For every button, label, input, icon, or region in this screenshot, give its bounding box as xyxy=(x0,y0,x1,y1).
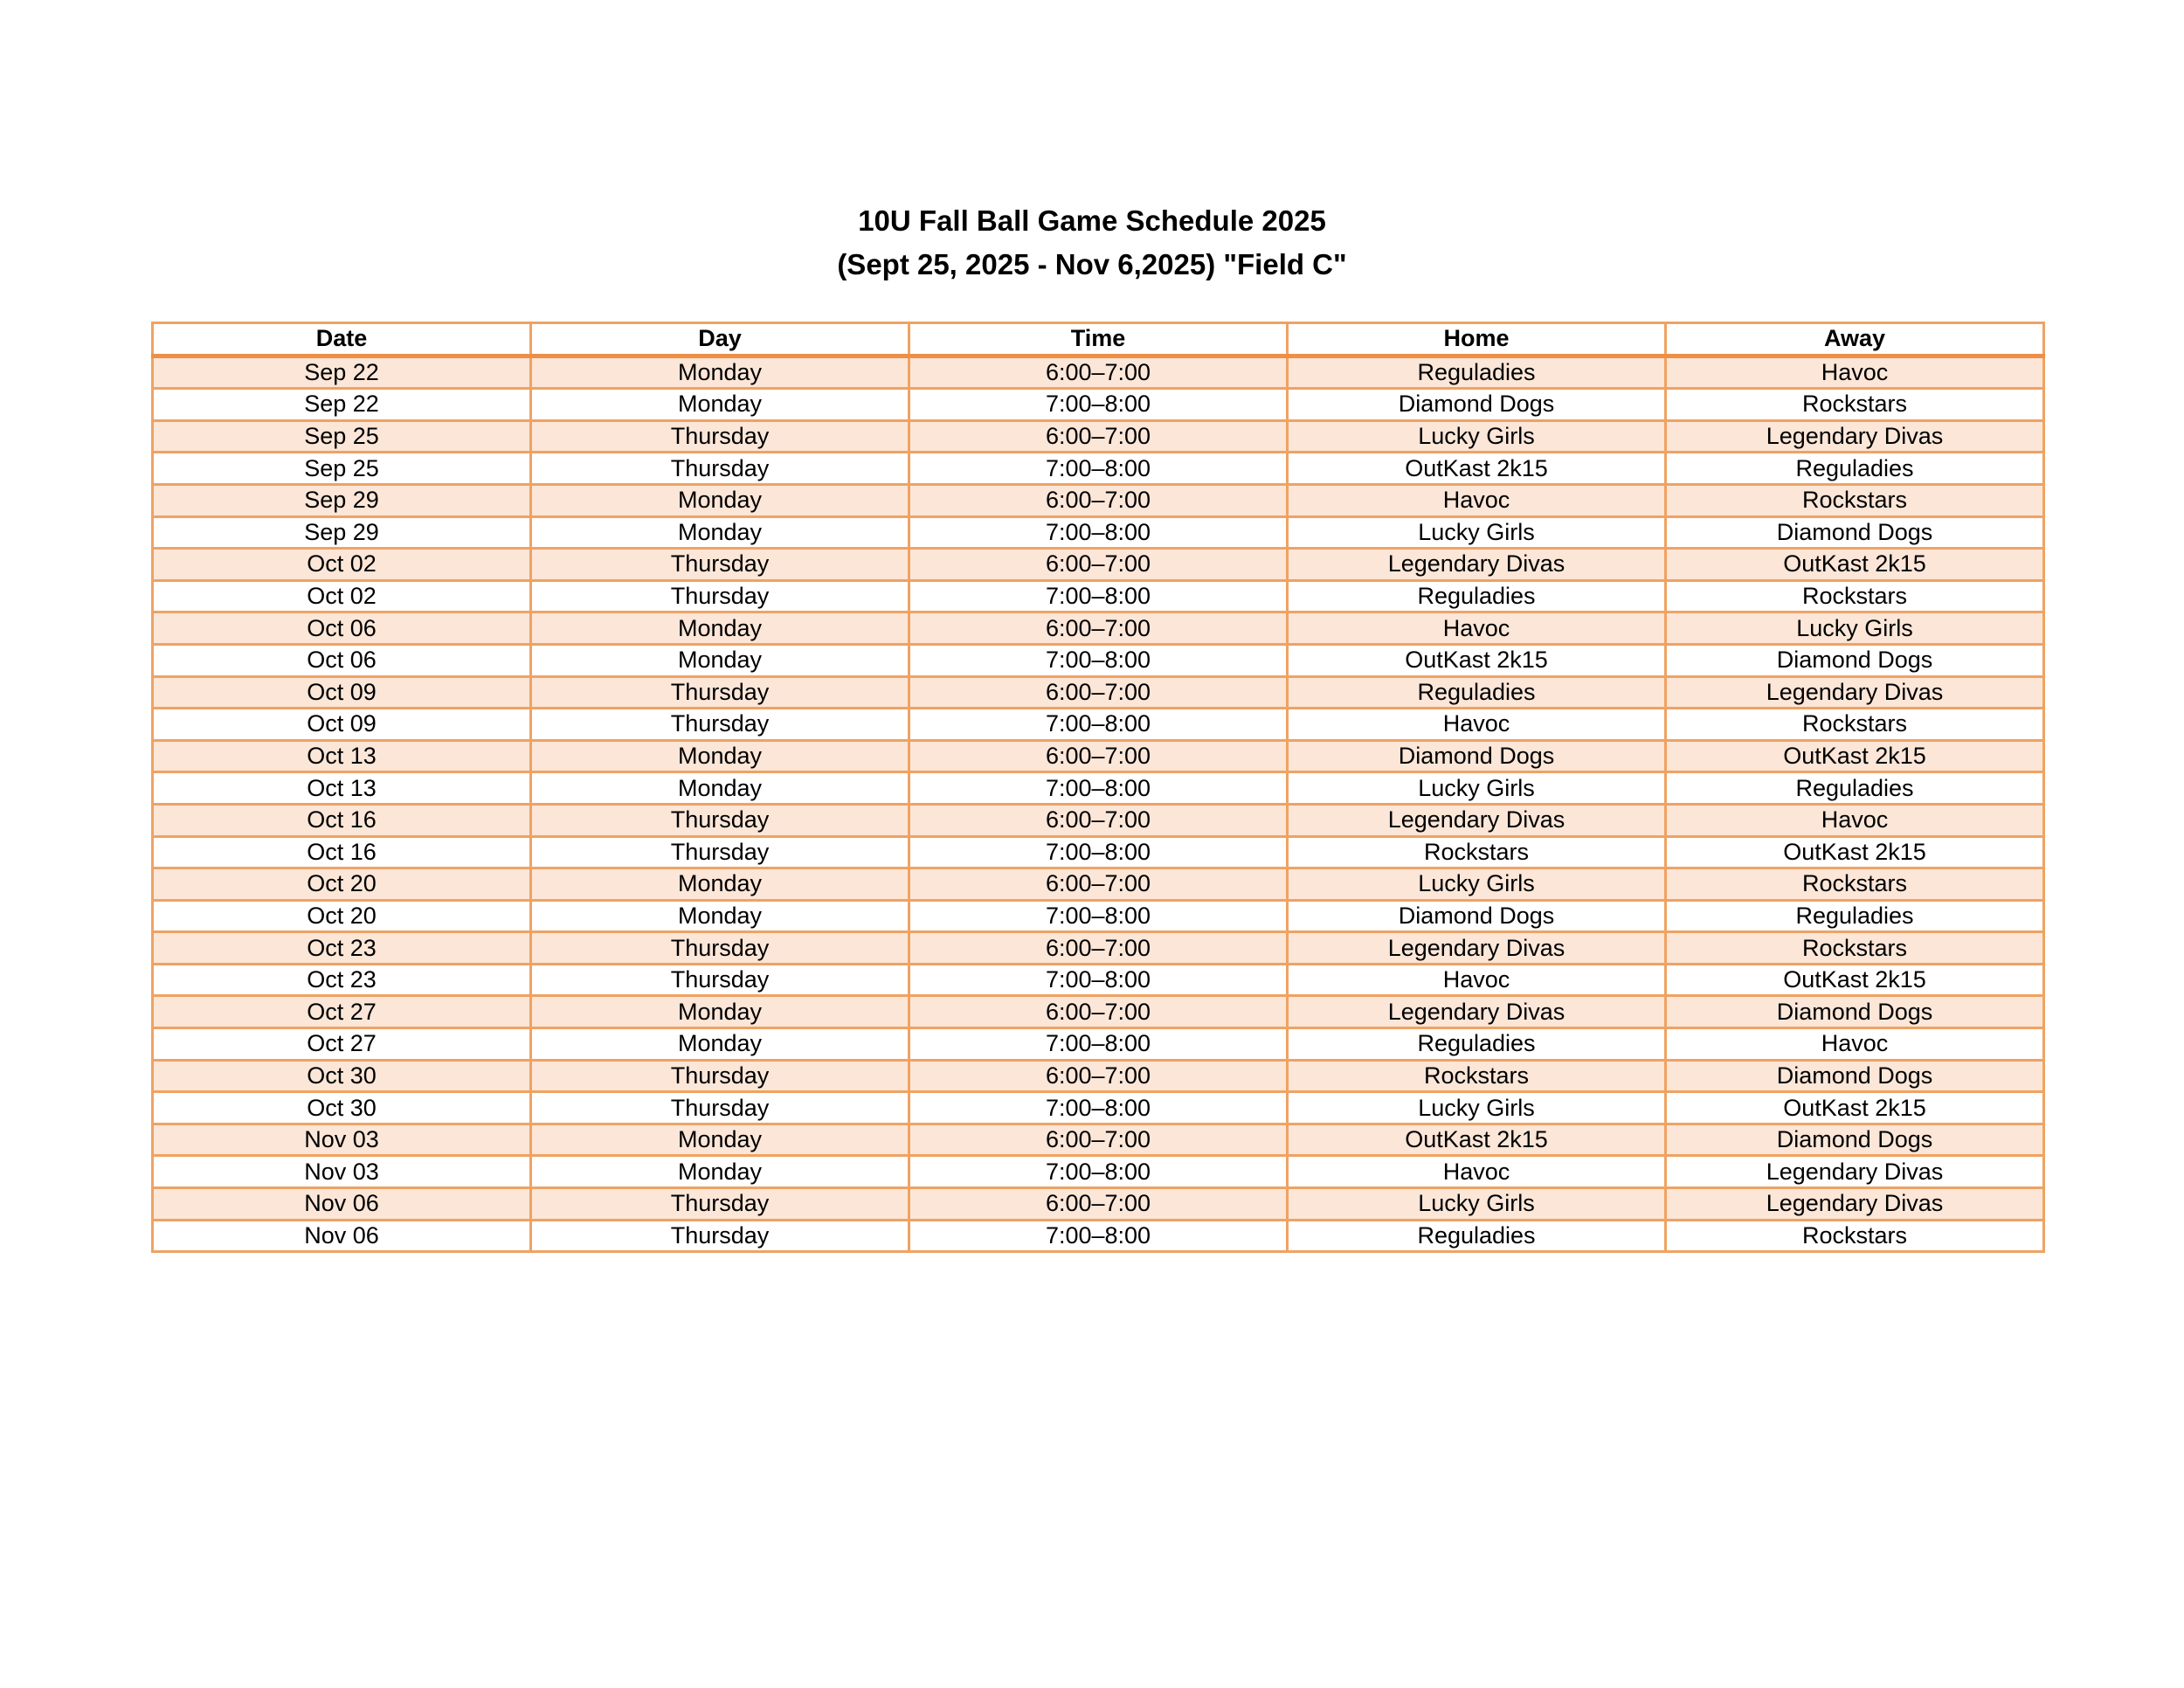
cell-date: Oct 13 xyxy=(153,740,531,772)
cell-away: Rockstars xyxy=(1666,932,2044,965)
cell-away: Diamond Dogs xyxy=(1666,996,2044,1028)
cell-day: Thursday xyxy=(531,1188,909,1221)
cell-time: 6:00–7:00 xyxy=(909,804,1288,836)
cell-date: Sep 25 xyxy=(153,420,531,453)
cell-day: Monday xyxy=(531,900,909,932)
header-away: Away xyxy=(1666,323,2044,356)
cell-away: Rockstars xyxy=(1666,389,2044,421)
cell-away: Legendary Divas xyxy=(1666,676,2044,709)
header-day: Day xyxy=(531,323,909,356)
cell-time: 7:00–8:00 xyxy=(909,580,1288,612)
cell-time: 7:00–8:00 xyxy=(909,1156,1288,1188)
cell-day: Monday xyxy=(531,389,909,421)
cell-date: Oct 02 xyxy=(153,549,531,581)
cell-date: Oct 13 xyxy=(153,772,531,805)
cell-date: Oct 23 xyxy=(153,964,531,996)
cell-away: Legendary Divas xyxy=(1666,1188,2044,1221)
cell-home: Rockstars xyxy=(1288,836,1666,868)
cell-day: Thursday xyxy=(531,420,909,453)
cell-day: Thursday xyxy=(531,580,909,612)
schedule-table xyxy=(151,322,2045,1253)
cell-time: 6:00–7:00 xyxy=(909,740,1288,772)
table-row xyxy=(153,1092,2044,1124)
header-time: Time xyxy=(909,323,1288,356)
cell-away: Reguladies xyxy=(1666,453,2044,485)
cell-time: 6:00–7:00 xyxy=(909,996,1288,1028)
cell-away: Rockstars xyxy=(1666,709,2044,741)
header-row xyxy=(153,323,2044,356)
cell-date: Oct 06 xyxy=(153,612,531,645)
cell-date: Sep 22 xyxy=(153,356,531,389)
cell-time: 6:00–7:00 xyxy=(909,932,1288,965)
cell-away: Diamond Dogs xyxy=(1666,516,2044,549)
table-row xyxy=(153,516,2044,549)
cell-home: Havoc xyxy=(1288,964,1666,996)
cell-away: Rockstars xyxy=(1666,580,2044,612)
cell-time: 6:00–7:00 xyxy=(909,1188,1288,1221)
cell-date: Sep 22 xyxy=(153,389,531,421)
cell-away: Rockstars xyxy=(1666,868,2044,901)
cell-time: 6:00–7:00 xyxy=(909,1124,1288,1156)
cell-time: 7:00–8:00 xyxy=(909,453,1288,485)
cell-day: Thursday xyxy=(531,932,909,965)
cell-home: Diamond Dogs xyxy=(1288,900,1666,932)
table-row xyxy=(153,804,2044,836)
cell-away: Diamond Dogs xyxy=(1666,1124,2044,1156)
table-row xyxy=(153,1060,2044,1092)
schedule-header xyxy=(153,323,2044,356)
cell-day: Thursday xyxy=(531,1220,909,1252)
cell-away: OutKast 2k15 xyxy=(1666,964,2044,996)
cell-time: 7:00–8:00 xyxy=(909,644,1288,676)
cell-date: Oct 27 xyxy=(153,1028,531,1061)
cell-time: 7:00–8:00 xyxy=(909,836,1288,868)
cell-away: Havoc xyxy=(1666,1028,2044,1061)
table-row xyxy=(153,453,2044,485)
cell-date: Nov 06 xyxy=(153,1188,531,1221)
cell-home: Legendary Divas xyxy=(1288,549,1666,581)
cell-day: Monday xyxy=(531,516,909,549)
table-row xyxy=(153,676,2044,709)
cell-day: Thursday xyxy=(531,709,909,741)
cell-home: Havoc xyxy=(1288,484,1666,516)
table-row xyxy=(153,612,2044,645)
cell-day: Thursday xyxy=(531,964,909,996)
page-title xyxy=(0,199,2184,287)
cell-away: OutKast 2k15 xyxy=(1666,549,2044,581)
cell-away: Rockstars xyxy=(1666,1220,2044,1252)
cell-away: Lucky Girls xyxy=(1666,612,2044,645)
cell-time: 6:00–7:00 xyxy=(909,676,1288,709)
header-date: Date xyxy=(153,323,531,356)
cell-home: Lucky Girls xyxy=(1288,868,1666,901)
header-home: Home xyxy=(1288,323,1666,356)
table-row xyxy=(153,964,2044,996)
cell-day: Thursday xyxy=(531,1092,909,1124)
cell-home: Legendary Divas xyxy=(1288,804,1666,836)
cell-time: 7:00–8:00 xyxy=(909,1092,1288,1124)
cell-date: Oct 16 xyxy=(153,804,531,836)
table-row xyxy=(153,740,2044,772)
cell-away: Havoc xyxy=(1666,356,2044,389)
table-row xyxy=(153,836,2044,868)
cell-away: OutKast 2k15 xyxy=(1666,836,2044,868)
cell-home: OutKast 2k15 xyxy=(1288,1124,1666,1156)
cell-time: 7:00–8:00 xyxy=(909,772,1288,805)
cell-date: Nov 03 xyxy=(153,1124,531,1156)
cell-day: Monday xyxy=(531,356,909,389)
cell-date: Oct 30 xyxy=(153,1060,531,1092)
cell-away: Havoc xyxy=(1666,804,2044,836)
cell-time: 6:00–7:00 xyxy=(909,549,1288,581)
cell-time: 7:00–8:00 xyxy=(909,389,1288,421)
cell-day: Thursday xyxy=(531,804,909,836)
cell-date: Oct 09 xyxy=(153,676,531,709)
cell-day: Thursday xyxy=(531,676,909,709)
cell-away: Legendary Divas xyxy=(1666,420,2044,453)
cell-day: Monday xyxy=(531,1028,909,1061)
table-row xyxy=(153,1124,2044,1156)
cell-date: Nov 06 xyxy=(153,1220,531,1252)
cell-date: Oct 23 xyxy=(153,932,531,965)
table-row xyxy=(153,1188,2044,1221)
cell-home: Lucky Girls xyxy=(1288,1092,1666,1124)
cell-home: Havoc xyxy=(1288,612,1666,645)
table-row xyxy=(153,484,2044,516)
table-row xyxy=(153,580,2044,612)
cell-day: Monday xyxy=(531,868,909,901)
cell-home: Legendary Divas xyxy=(1288,932,1666,965)
cell-time: 6:00–7:00 xyxy=(909,612,1288,645)
cell-home: Reguladies xyxy=(1288,1028,1666,1061)
cell-time: 6:00–7:00 xyxy=(909,1060,1288,1092)
cell-home: Diamond Dogs xyxy=(1288,389,1666,421)
cell-home: Diamond Dogs xyxy=(1288,740,1666,772)
cell-date: Oct 20 xyxy=(153,900,531,932)
cell-home: Legendary Divas xyxy=(1288,996,1666,1028)
cell-time: 6:00–7:00 xyxy=(909,868,1288,901)
cell-time: 7:00–8:00 xyxy=(909,964,1288,996)
cell-date: Oct 06 xyxy=(153,644,531,676)
cell-home: Lucky Girls xyxy=(1288,516,1666,549)
table-row xyxy=(153,1028,2044,1061)
cell-home: Lucky Girls xyxy=(1288,772,1666,805)
table-row xyxy=(153,996,2044,1028)
table-row xyxy=(153,644,2044,676)
table-row xyxy=(153,389,2044,421)
cell-date: Sep 29 xyxy=(153,516,531,549)
cell-date: Oct 09 xyxy=(153,709,531,741)
cell-home: OutKast 2k15 xyxy=(1288,453,1666,485)
cell-day: Thursday xyxy=(531,453,909,485)
cell-time: 7:00–8:00 xyxy=(909,709,1288,741)
cell-away: OutKast 2k15 xyxy=(1666,1092,2044,1124)
table-row xyxy=(153,932,2044,965)
cell-home: Reguladies xyxy=(1288,676,1666,709)
table-row xyxy=(153,1220,2044,1252)
cell-time: 7:00–8:00 xyxy=(909,1220,1288,1252)
table-row xyxy=(153,772,2044,805)
cell-home: Lucky Girls xyxy=(1288,1188,1666,1221)
cell-home: Havoc xyxy=(1288,1156,1666,1188)
title-line-2: (Sept 25, 2025 - Nov 6,2025) "Field C" xyxy=(837,248,1347,280)
cell-time: 6:00–7:00 xyxy=(909,484,1288,516)
cell-home: OutKast 2k15 xyxy=(1288,644,1666,676)
cell-home: Reguladies xyxy=(1288,580,1666,612)
cell-date: Oct 30 xyxy=(153,1092,531,1124)
table-row xyxy=(153,356,2044,389)
cell-date: Sep 25 xyxy=(153,453,531,485)
cell-date: Oct 16 xyxy=(153,836,531,868)
cell-time: 7:00–8:00 xyxy=(909,516,1288,549)
table-row xyxy=(153,868,2044,901)
cell-day: Monday xyxy=(531,1156,909,1188)
cell-day: Monday xyxy=(531,644,909,676)
cell-day: Thursday xyxy=(531,836,909,868)
table-row xyxy=(153,900,2044,932)
cell-away: Reguladies xyxy=(1666,772,2044,805)
cell-day: Monday xyxy=(531,1124,909,1156)
cell-home: Rockstars xyxy=(1288,1060,1666,1092)
cell-away: Diamond Dogs xyxy=(1666,1060,2044,1092)
cell-away: Diamond Dogs xyxy=(1666,644,2044,676)
cell-home: Havoc xyxy=(1288,709,1666,741)
table-row xyxy=(153,1156,2044,1188)
table-row xyxy=(153,709,2044,741)
cell-away: Rockstars xyxy=(1666,484,2044,516)
cell-day: Monday xyxy=(531,740,909,772)
cell-date: Oct 27 xyxy=(153,996,531,1028)
cell-away: Reguladies xyxy=(1666,900,2044,932)
cell-day: Thursday xyxy=(531,1060,909,1092)
schedule-body xyxy=(153,356,2044,1252)
cell-date: Sep 29 xyxy=(153,484,531,516)
cell-date: Oct 02 xyxy=(153,580,531,612)
cell-day: Monday xyxy=(531,612,909,645)
cell-day: Thursday xyxy=(531,549,909,581)
cell-home: Reguladies xyxy=(1288,1220,1666,1252)
cell-away: OutKast 2k15 xyxy=(1666,740,2044,772)
title-line-1: 10U Fall Ball Game Schedule 2025 xyxy=(858,204,1326,237)
cell-time: 6:00–7:00 xyxy=(909,420,1288,453)
cell-date: Nov 03 xyxy=(153,1156,531,1188)
cell-time: 7:00–8:00 xyxy=(909,900,1288,932)
cell-away: Legendary Divas xyxy=(1666,1156,2044,1188)
table-row xyxy=(153,420,2044,453)
cell-home: Reguladies xyxy=(1288,356,1666,389)
cell-time: 6:00–7:00 xyxy=(909,356,1288,389)
cell-day: Monday xyxy=(531,484,909,516)
cell-day: Monday xyxy=(531,772,909,805)
cell-home: Lucky Girls xyxy=(1288,420,1666,453)
cell-time: 7:00–8:00 xyxy=(909,1028,1288,1061)
table-row xyxy=(153,549,2044,581)
cell-day: Monday xyxy=(531,996,909,1028)
cell-date: Oct 20 xyxy=(153,868,531,901)
